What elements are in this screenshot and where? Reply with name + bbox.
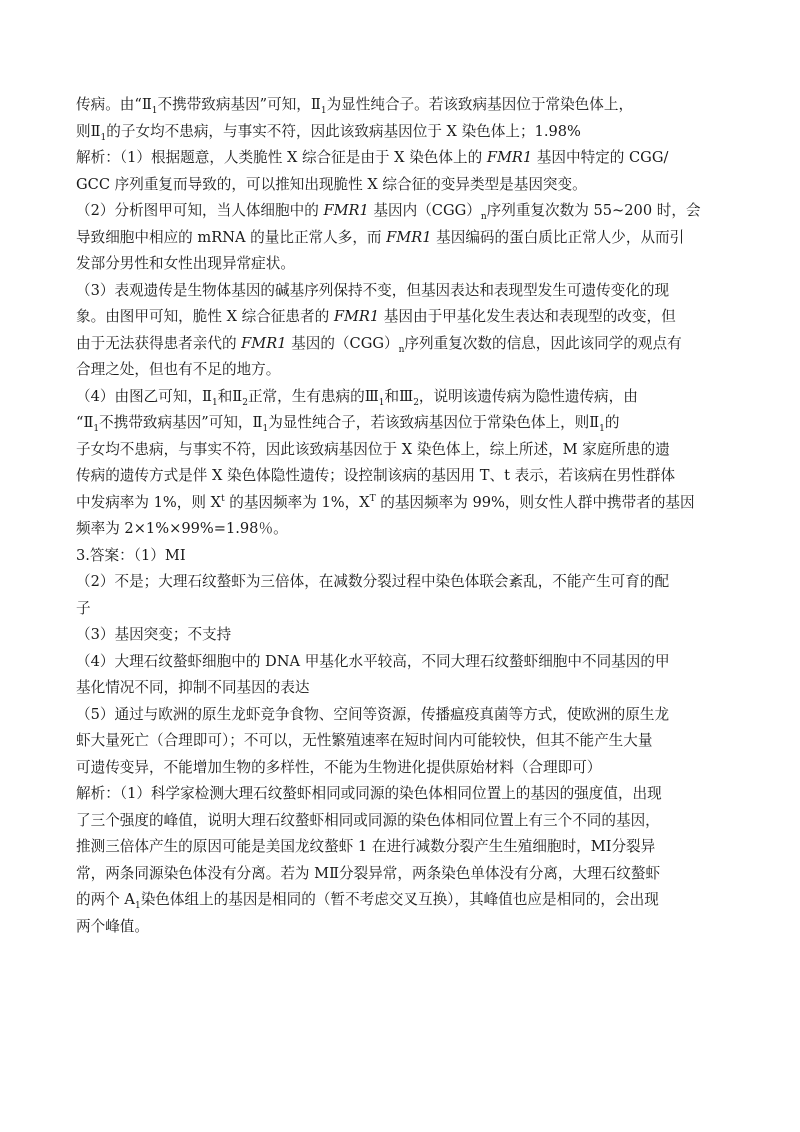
text-line [76, 543, 726, 570]
text-run: 基化情况不同，抑制不同基因的表达 [76, 679, 310, 696]
subscript: 1 [134, 900, 141, 911]
text-run: （2）分析图甲可知，当人体细胞中的 [76, 202, 324, 219]
text-line [76, 304, 726, 331]
subscript: 1 [93, 423, 100, 434]
text-line [76, 781, 726, 808]
text-run: 则Ⅱ [76, 122, 101, 140]
text-run: ，说明该遗传病为隐性遗传病，由 [418, 387, 638, 405]
text-run: 和Ⅱ [217, 387, 243, 405]
subscript: 1 [378, 397, 385, 408]
subscript: n [480, 211, 487, 222]
text-line [76, 437, 726, 464]
text-run: 解析：（1）根据题意，人类脆性 X 综合征是由于 X 染色体上的 [76, 149, 487, 166]
text-run: 的 [604, 414, 620, 431]
subscript: n [398, 344, 405, 355]
text-run: 基因中特定的 CGG/ [532, 149, 669, 166]
text-run: 基因内（CGG） [368, 202, 481, 219]
text-run: 推测三倍体产生的原因可能是美国龙纹螯虾 1 在进行减数分裂产生生殖细胞时，MⅠ分裂异 [76, 838, 656, 855]
text-line [76, 834, 726, 861]
text-line [76, 808, 726, 835]
text-line [76, 278, 726, 305]
text-run: “Ⅱ [76, 414, 94, 431]
subscript: 1 [262, 423, 269, 434]
text-run: 导致细胞中相应的 mRNA 的量比正常人多，而 [76, 228, 387, 246]
text-run: 由于无法获得患者亲代的 [76, 334, 242, 352]
subscript: 1 [211, 397, 218, 408]
text-line [76, 622, 726, 649]
text-line [76, 490, 726, 517]
text-run: 的两个 A [76, 891, 135, 908]
text-line [76, 331, 726, 358]
text-run: 传病。由“Ⅱ [76, 96, 152, 113]
text-run: GCC 序列重复而导致的，可以推知出现脆性 X 综合征的变异类型是基因突变。 [76, 175, 587, 193]
text-run: 为显性纯合子，若该致病基因位于常染色体上，则Ⅱ [268, 414, 600, 431]
text-run: 序列重复次数的信息，因此该同学的观点有 [404, 334, 682, 352]
text-line [76, 596, 726, 623]
text-run: 可遗传变异，不能增加生物的多样性，不能为生物进化提供原始材料（合理即可） [76, 758, 602, 776]
text-run: 合理之处，但也有不足的地方。 [76, 361, 281, 378]
text-run: 发部分男性和女性出现异常症状。 [76, 255, 295, 272]
text-run: 基因编码的蛋白质比正常人少，从而引 [431, 228, 685, 246]
text-run: 中发病率为 1%，则 X [76, 493, 221, 511]
gene-name: FMR1 [486, 149, 533, 166]
text-line [76, 198, 726, 225]
text-line [76, 675, 726, 702]
text-line [76, 357, 726, 384]
text-run: （3）表观遗传是生物体基因的碱基序列保持不变，但基因表达和表现型发生可遗传变化的现 [76, 281, 670, 299]
superscript: t [220, 493, 225, 504]
gene-name: FMR1 [333, 308, 380, 325]
text-line [76, 384, 726, 411]
gene-name: FMR1 [323, 202, 369, 219]
text-line [76, 516, 726, 543]
text-line [76, 887, 726, 914]
text-run: （5）通过与欧洲的原生龙虾竞争食物、空间等资源，传播瘟疫真菌等方式，使欧洲的原生龙 [76, 705, 670, 723]
text-run: 解析：（1）科学家检测大理石纹螯虾相同或同源的染色体相同位置上的基因的强度值，出现 [76, 785, 662, 802]
text-line [76, 569, 726, 596]
text-line [76, 172, 726, 199]
text-run: 3.答案：（1）MⅠ [76, 546, 186, 564]
text-line [76, 92, 726, 119]
text-line [76, 410, 726, 437]
text-line [76, 225, 726, 252]
text-run: 不携带致病基因”可知，Ⅱ [157, 96, 321, 113]
text-run: 子女均不患病，与事实不符，因此该致病基因位于 X 染色体上，综上所述，M 家庭所患的遗 [76, 440, 670, 458]
subscript: 1 [100, 132, 107, 143]
text-run: 传病的遗传方式是伴 X 染色体隐性遗传；设控制该病的基因用 T、t 表示，若该病在男性群体 [76, 467, 676, 484]
text-run: 两个峰值。 [76, 917, 149, 935]
text-run: 序列重复次数为 55~200 时，会 [486, 202, 701, 219]
gene-name: FMR1 [386, 228, 432, 246]
text-run: （4）由图乙可知，Ⅱ [76, 387, 212, 405]
subscript: 2 [413, 397, 419, 408]
text-line [76, 702, 726, 729]
text-run: 染色体组上的基因是相同的（暂不考虑交叉互换），其峰值也应是相同的，会出现 [140, 891, 659, 908]
subscript: 1 [599, 423, 605, 434]
text-run: 不携带致病基因”可知，Ⅱ [99, 414, 263, 431]
text-run: 象。由图甲可知，脆性 X 综合征患者的 [76, 308, 334, 325]
text-run: 基因的（CGG） [286, 334, 399, 352]
subscript: 1 [320, 105, 327, 116]
text-run: 虾大量死亡（合理即可）；不可以，无性繁殖速率在短时间内可能较快，但其不能产生大量 [76, 732, 653, 749]
text-run: 的基因频率为 99%，则女性人群中携带者的基因 [375, 493, 695, 511]
text-run: （4）大理石纹螯虾细胞中的 DNA 甲基化水平较高，不同大理石纹螯虾细胞中不同基因的甲 [76, 652, 670, 670]
text-run: 的基因频率为 1%，X [224, 493, 370, 511]
text-run: 为显性纯合子。若该致病基因位于常染色体上， [326, 96, 634, 113]
text-line [76, 145, 726, 172]
text-line [76, 649, 726, 676]
text-run: 了三个强度的峰值，说明大理石纹螯虾相同或同源的染色体相同位置上有三个不同的基因， [76, 811, 660, 829]
text-run: 基因由于甲基化发生表达和表现型的改变，但 [379, 308, 676, 325]
text-line [76, 914, 726, 941]
text-line [76, 463, 726, 490]
text-line [76, 251, 726, 278]
document-body [76, 92, 726, 940]
text-run: 频率为 2×1%×99%=1.98％。 [76, 520, 288, 537]
superscript: T [369, 493, 376, 504]
text-line [76, 119, 726, 146]
subscript: 1 [151, 105, 158, 116]
text-line [76, 755, 726, 782]
text-run: 子 [76, 599, 91, 617]
text-run: 和Ⅲ [384, 387, 414, 405]
text-run: （3）基因突变；不支持 [76, 626, 232, 643]
text-line [76, 861, 726, 888]
text-run: 的子女均不患病，与事实不符，因此该致病基因位于 X 染色体上；1.98% [106, 122, 581, 140]
text-line [76, 728, 726, 755]
gene-name: FMR1 [241, 334, 287, 352]
text-run: （2）不是；大理石纹螯虾为三倍体，在减数分裂过程中染色体联会紊乱，不能产生可育的配 [76, 573, 670, 590]
text-run: 正常，生有患病的Ⅲ [247, 387, 379, 405]
subscript: 2 [242, 397, 248, 408]
text-run: 常，两条同源染色体没有分离。若为 MⅡ分裂异常，两条染色单体没有分离，大理石纹螯虾 [76, 864, 661, 882]
